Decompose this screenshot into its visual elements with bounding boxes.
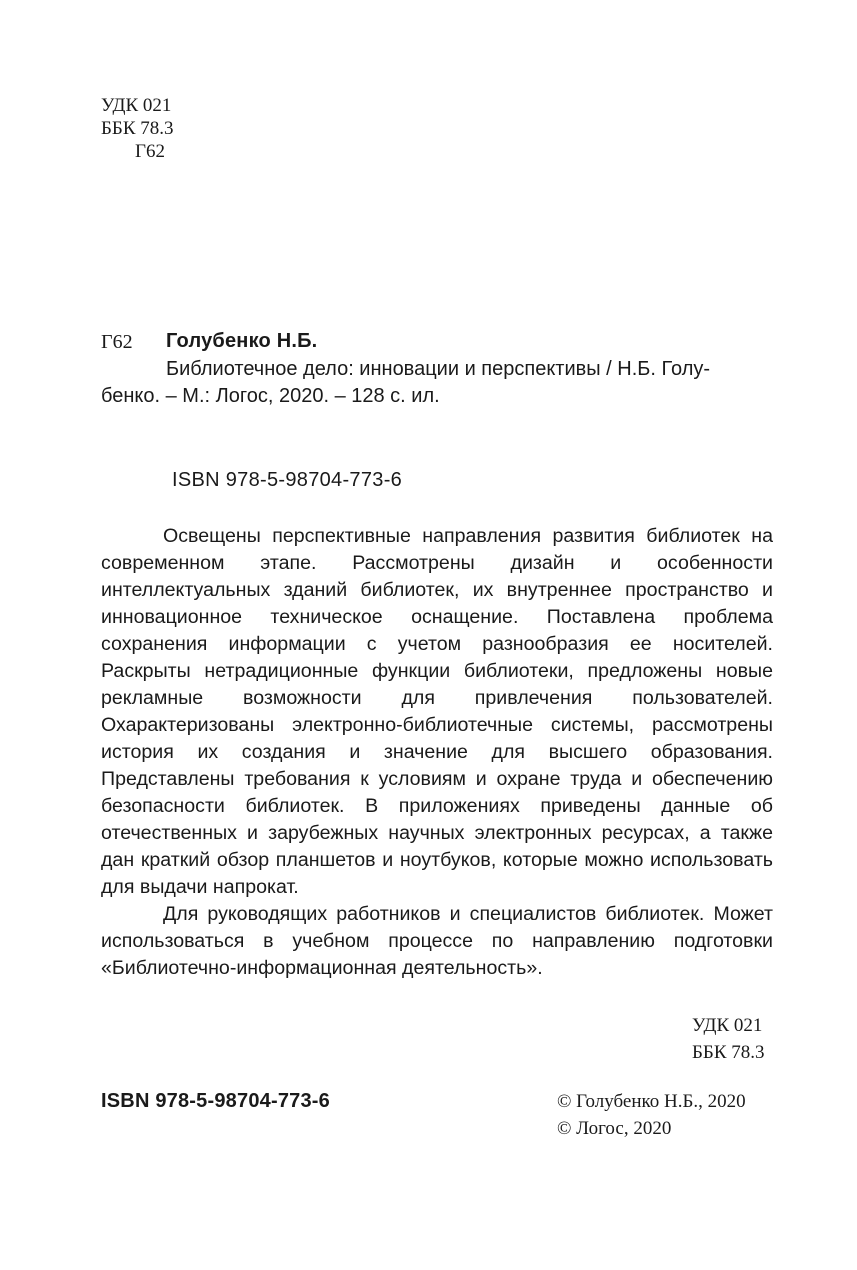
entry-cutter-code: Г62 (101, 331, 133, 353)
entry-bibliographic-description (101, 356, 746, 410)
top-bbk-code: ББК 78.3 (101, 118, 174, 139)
entry-author: Голубенко Н.Б. (166, 330, 318, 352)
entry-title-line-2: бенко. – М.: Логос, 2020. – 128 с. ил. (101, 385, 440, 407)
top-cutter-code: Г62 (135, 141, 165, 162)
copyright-publisher: © Логос, 2020 (557, 1118, 672, 1139)
top-classification-block (101, 94, 174, 163)
footer-isbn: ISBN 978-5-98704-773-6 (101, 1090, 330, 1112)
bottom-bbk-code: ББК 78.3 (692, 1042, 765, 1063)
bottom-udk-code: УДК 021 (692, 1015, 763, 1036)
top-udk-code: УДК 021 (101, 95, 172, 116)
abstract-paragraph-1: Освещены перспективные направления развития библиотек на современном этапе. Рассмотрены дизайн и особенности интеллектуальных зданий библиотек, их внутреннее пространство и инновационное техническое оснащение. Поставлена проблема сохранения информации с учетом разнообразия ее носителей. Раскрыты нетрадиционные функции библиотеки, предложены новые рекламные возможности для привлечения пользователей. Охарактеризованы электронно-библиотечные системы, рассмотрены история их создания и значение для высшего образования. Представлены требования к условиям и охране труда и обеспечению безопасности библиотек. В приложениях приведены данные об отечественных и зарубежных научных электронных ресурсах, а также дан краткий обзор планшетов и ноутбуков, которые можно использовать для выдачи напрокат. (101, 525, 773, 898)
entry-isbn: ISBN 978-5-98704-773-6 (172, 469, 403, 491)
entry-title-line-1: Библиотечное дело: инновации и перспективы / Н.Б. Голу- (166, 358, 711, 380)
copyright-author: © Голубенко Н.Б., 2020 (557, 1091, 746, 1112)
abstract (101, 523, 773, 982)
copyright-block (557, 1088, 746, 1142)
abstract-paragraph-2: Для руководящих работников и специалистов библиотек. Может использоваться в учебном процессе по направлению подготовки «Библиотечно-информационная деятельность». (101, 903, 773, 979)
bottom-classification-block (692, 1012, 765, 1066)
